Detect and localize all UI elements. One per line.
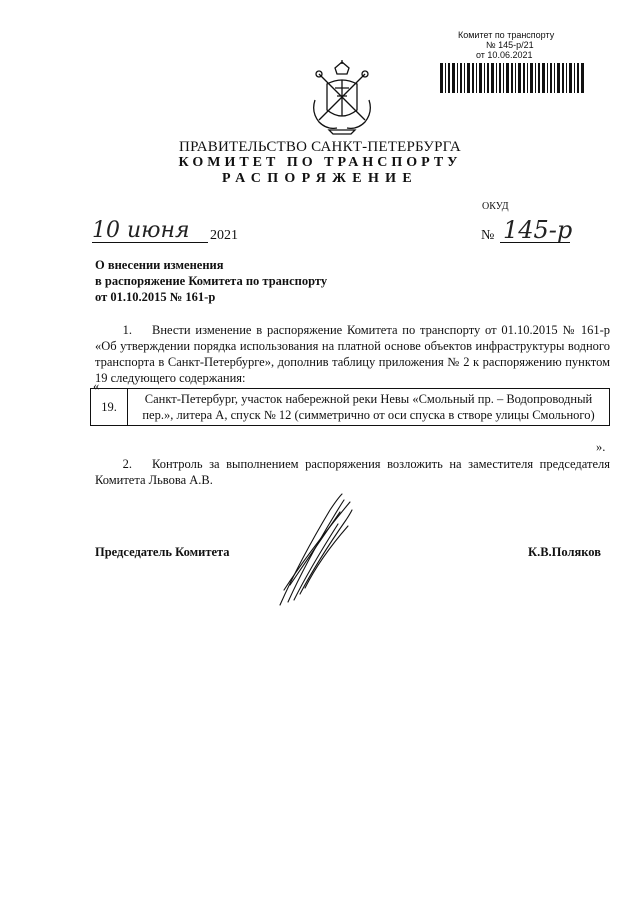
date-handwritten: 10 июня <box>92 218 190 243</box>
government-title: ПРАВИТЕЛЬСТВО САНКТ-ПЕТЕРБУРГА <box>179 139 461 155</box>
okud-label: ОКУД <box>482 201 509 212</box>
signatory-name: К.В.Поляков <box>528 545 601 559</box>
subject-line: от 01.10.2015 № 161-р <box>95 290 216 304</box>
stamp-number: № 145-р/21 <box>486 40 534 50</box>
paragraph-number: 2. <box>122 457 132 471</box>
table-cell-number: 19. <box>91 389 128 426</box>
signatory-title: Председатель Комитета <box>95 545 230 559</box>
paragraph-text: Контроль за выполнением распоряжения возложить на заместителя председателя Комитета Львова А.В. <box>95 457 610 487</box>
insert-table <box>90 388 610 426</box>
committee-title: КОМИТЕТ ПО ТРАНСПОРТУ <box>178 155 462 170</box>
number-underline <box>500 242 570 243</box>
subject-block <box>95 257 327 305</box>
number-handwritten: 145-р <box>503 216 573 244</box>
table-cell-text: Санкт-Петербург, участок набережной реки Невы «Смольный пр. – Водопроводный пер.», литера А, спуск № 12 (симметрично от оси спуска в створе улицы Смольного) <box>128 389 610 426</box>
barcode-icon <box>440 63 584 93</box>
table-row <box>91 389 610 426</box>
paragraph-number: 1. <box>122 323 132 337</box>
paragraph-1 <box>95 322 610 386</box>
date-underline <box>92 242 208 243</box>
paragraph-2 <box>95 456 610 488</box>
subject-line: в распоряжение Комитета по транспорту <box>95 274 328 288</box>
handwritten-signature-icon <box>260 490 370 610</box>
paragraph-text: Внести изменение в распоряжение Комитета по транспорту от 01.10.2015 № 161-р «Об утверждении порядка использования на платной основе объектов инфраструктуры водного транспорта в Санкт-Петербурге», дополнив таблицу приложения № 2 к распоряжению пунктом 19 следующего содержания: <box>95 323 610 385</box>
stamp-date: от 10.06.2021 <box>476 50 533 60</box>
stamp-org: Комитет по транспорту <box>458 30 555 40</box>
coat-of-arms-icon <box>307 60 377 136</box>
date-year: 2021 <box>210 228 238 243</box>
number-sign: № <box>481 228 495 243</box>
subject-line: О внесении изменения <box>95 258 224 272</box>
document-type: РАСПОРЯЖЕНИЕ <box>222 171 418 186</box>
quote-close: ». <box>596 440 606 454</box>
quote-open: « <box>93 379 100 393</box>
